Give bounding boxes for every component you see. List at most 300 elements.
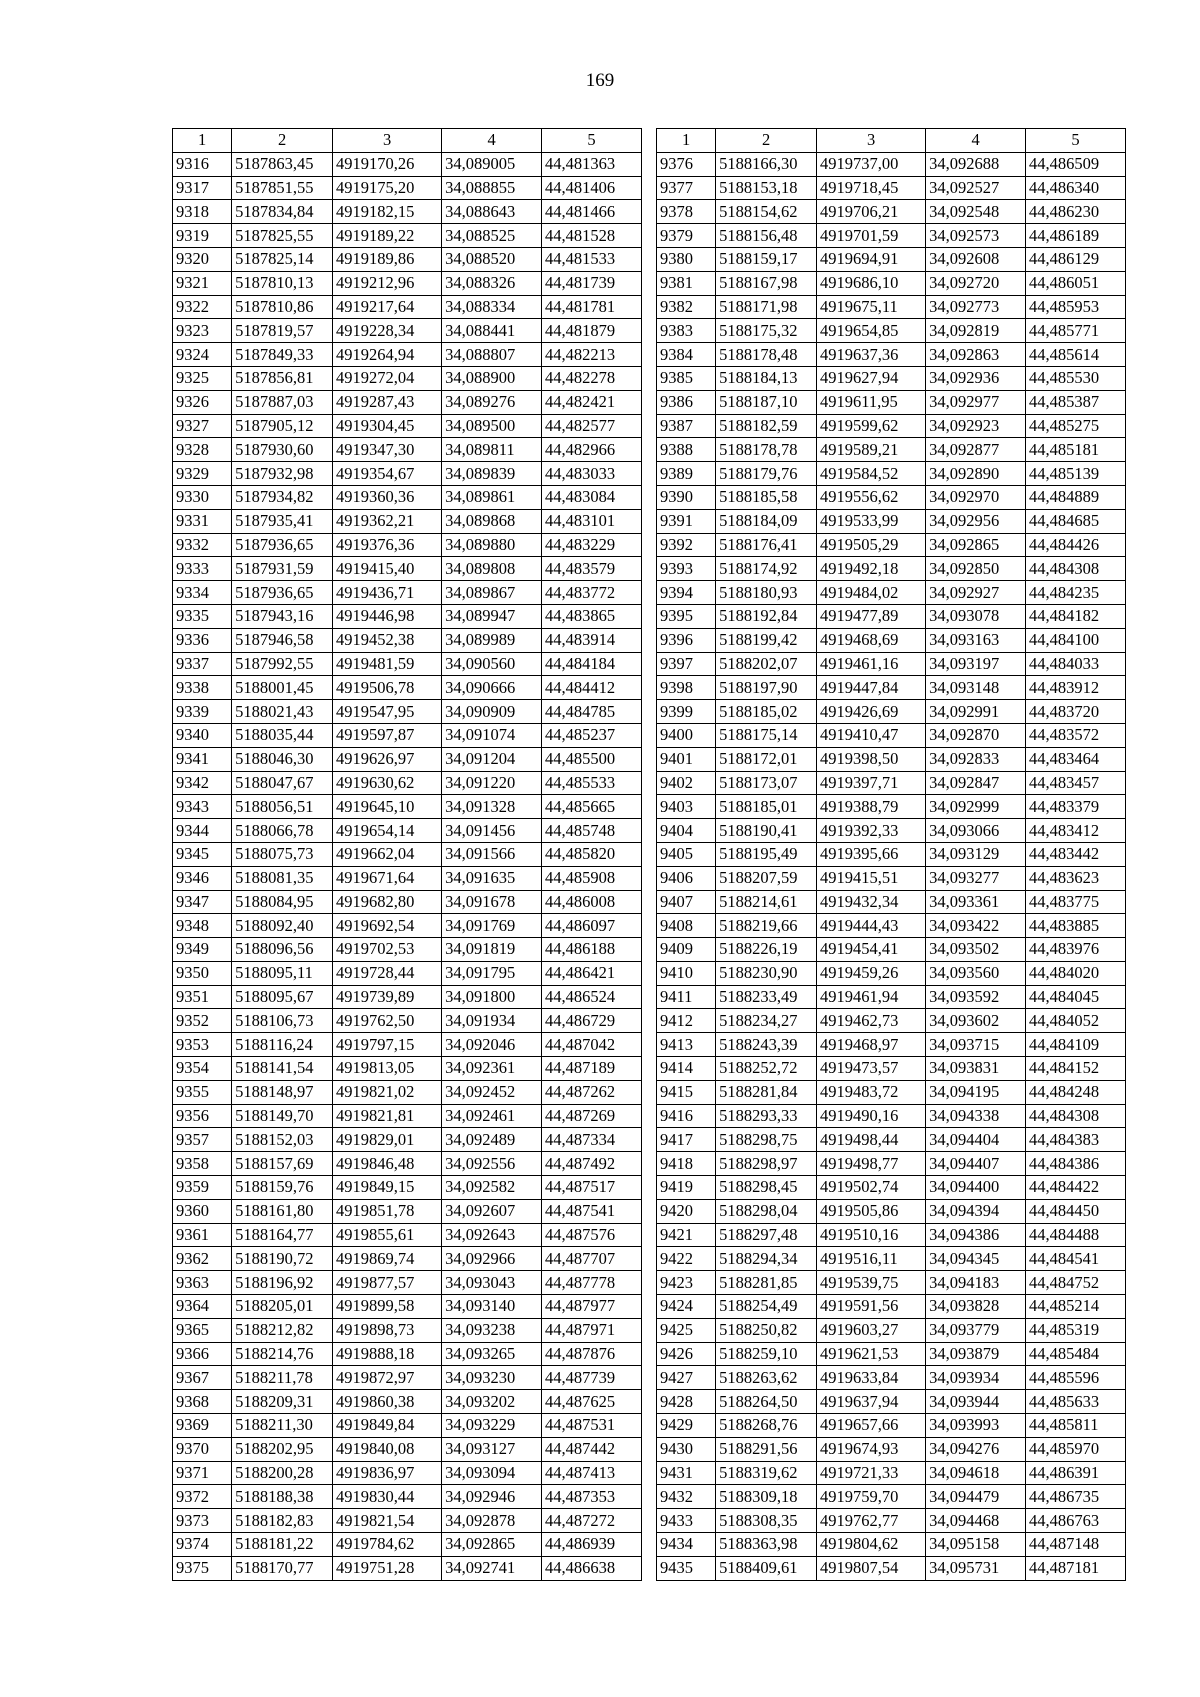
table-cell: 9343 [173,795,232,819]
table-cell: 34,089500 [442,414,542,438]
table-cell: 4919477,89 [817,604,926,628]
table-cell: 9409 [657,938,716,962]
table-row [657,961,1126,985]
table-cell: 5187931,59 [232,557,333,581]
table-cell: 5187863,45 [232,152,333,176]
table-row [173,1366,642,1390]
table-row [657,676,1126,700]
table-cell: 9367 [173,1366,232,1390]
table-cell: 9425 [657,1318,716,1342]
table-cell: 5188211,78 [232,1366,333,1390]
table-cell: 9333 [173,557,232,581]
table-cell: 44,483912 [1026,676,1126,700]
table-cell: 9426 [657,1342,716,1366]
table-cell: 5187849,33 [232,343,333,367]
table-cell: 9317 [173,176,232,200]
table-cell: 9346 [173,866,232,890]
table-cell: 5188298,97 [716,1152,817,1176]
table-cell: 9365 [173,1318,232,1342]
table-row [657,1057,1126,1081]
table-cell: 5188092,40 [232,914,333,938]
table-row [657,247,1126,271]
table-cell: 4919170,26 [333,152,442,176]
table-cell: 4919392,33 [817,819,926,843]
table-cell: 9331 [173,509,232,533]
table-cell: 44,486097 [542,914,642,938]
table-row [657,414,1126,438]
table-row [657,1033,1126,1057]
table-cell: 5188159,76 [232,1176,333,1200]
table-cell: 5188202,95 [232,1437,333,1461]
table-cell: 4919505,86 [817,1199,926,1223]
page-number: 169 [585,70,615,91]
table-row [173,914,642,938]
table-cell: 5187930,60 [232,438,333,462]
table-cell: 5188176,41 [716,533,817,557]
table-cell: 5188184,13 [716,366,817,390]
table-cell: 34,094338 [926,1104,1026,1128]
table-row [657,819,1126,843]
table-cell: 9369 [173,1414,232,1438]
table-cell: 44,485953 [1026,295,1126,319]
table-cell: 44,484412 [542,676,642,700]
table-cell: 4919692,54 [333,914,442,938]
table-cell: 4919354,67 [333,462,442,486]
table-cell: 4919869,74 [333,1247,442,1271]
table-cell: 5188175,32 [716,319,817,343]
table-cell: 4919821,81 [333,1104,442,1128]
table-cell: 44,481406 [542,176,642,200]
table-cell: 34,093230 [442,1366,542,1390]
table-cell: 34,089867 [442,581,542,605]
table-cell: 9418 [657,1152,716,1176]
table-cell: 34,089880 [442,533,542,557]
table-row [173,1247,642,1271]
table-row [657,1556,1126,1580]
table-cell: 44,483442 [1026,842,1126,866]
table-cell: 44,487531 [542,1414,642,1438]
table-cell: 5187935,41 [232,509,333,533]
table-cell: 4919633,84 [817,1366,926,1390]
table-cell: 5188205,01 [232,1295,333,1319]
table-cell: 44,484308 [1026,557,1126,581]
table-cell: 34,089808 [442,557,542,581]
table-cell: 44,486939 [542,1533,642,1557]
table-cell: 9393 [657,557,716,581]
table-cell: 5188250,82 [716,1318,817,1342]
table-cell: 9383 [657,319,716,343]
table-cell: 9316 [173,152,232,176]
table-cell: 34,093197 [926,652,1026,676]
table-cell: 34,092688 [926,152,1026,176]
table-cell: 4919415,40 [333,557,442,581]
table-cell: 4919797,15 [333,1033,442,1057]
table-cell: 9368 [173,1390,232,1414]
table-cell: 4919376,36 [333,533,442,557]
table-cell: 4919751,28 [333,1556,442,1580]
table-cell: 4919484,02 [817,581,926,605]
table-cell: 4919807,54 [817,1556,926,1580]
table-cell: 9416 [657,1104,716,1128]
table-row [173,438,642,462]
table-cell: 34,088855 [442,176,542,200]
table-cell: 5188197,90 [716,676,817,700]
table-row [657,533,1126,557]
table-cell: 44,487413 [542,1461,642,1485]
table-row [657,1152,1126,1176]
table-cell: 4919637,36 [817,343,926,367]
table-cell: 4919459,26 [817,961,926,985]
table-cell: 9431 [657,1461,716,1485]
table-row [657,1414,1126,1438]
table-cell: 5187943,16 [232,604,333,628]
table-cell: 5188106,73 [232,1009,333,1033]
table-cell: 34,093560 [926,961,1026,985]
table-cell: 9355 [173,1080,232,1104]
table-cell: 4919490,16 [817,1104,926,1128]
table-cell: 9328 [173,438,232,462]
table-cell: 9389 [657,462,716,486]
table-row [657,509,1126,533]
table-cell: 9366 [173,1342,232,1366]
table-cell: 9428 [657,1390,716,1414]
table-cell: 5188178,78 [716,438,817,462]
table-row [173,628,642,652]
table-cell: 9375 [173,1556,232,1580]
table-cell: 4919645,10 [333,795,442,819]
table-cell: 9391 [657,509,716,533]
table-cell: 44,487148 [1026,1533,1126,1557]
table-cell: 34,093879 [926,1342,1026,1366]
table-cell: 34,094618 [926,1461,1026,1485]
table-cell: 5187936,65 [232,533,333,557]
table-cell: 5188199,42 [716,628,817,652]
table-row [657,1104,1126,1128]
table-cell: 44,484450 [1026,1199,1126,1223]
table-cell: 9388 [657,438,716,462]
table-cell: 34,092878 [442,1509,542,1533]
table-cell: 4919860,38 [333,1390,442,1414]
table-row [657,604,1126,628]
table-cell: 9387 [657,414,716,438]
table-cell: 5188202,07 [716,652,817,676]
table-cell: 5188166,30 [716,152,817,176]
table-cell: 4919701,59 [817,224,926,248]
table-cell: 44,484383 [1026,1128,1126,1152]
table-cell: 4919728,44 [333,961,442,985]
table-cell: 44,486638 [542,1556,642,1580]
table-cell: 44,485139 [1026,462,1126,486]
table-cell: 9403 [657,795,716,819]
table-row [173,938,642,962]
table-cell: 9358 [173,1152,232,1176]
table-cell: 4919492,18 [817,557,926,581]
table-cell: 44,482421 [542,390,642,414]
table-cell: 34,092865 [926,533,1026,557]
table-cell: 44,486735 [1026,1485,1126,1509]
table-cell: 34,091204 [442,747,542,771]
table-cell: 34,092865 [442,1533,542,1557]
table-cell: 5188214,76 [232,1342,333,1366]
table-cell: 44,484248 [1026,1080,1126,1104]
table-cell: 9434 [657,1533,716,1557]
table-cell: 9417 [657,1128,716,1152]
table-row [657,1199,1126,1223]
table-row [173,224,642,248]
table-cell: 44,485748 [542,819,642,843]
table-cell: 34,093831 [926,1057,1026,1081]
table-cell: 34,092890 [926,462,1026,486]
table-cell: 9325 [173,366,232,390]
table-cell: 44,486509 [1026,152,1126,176]
table-cell: 44,483101 [542,509,642,533]
table-cell: 44,484685 [1026,509,1126,533]
table-cell: 34,092582 [442,1176,542,1200]
table-cell: 5187946,58 [232,628,333,652]
table-cell: 44,487492 [542,1152,642,1176]
table-cell: 44,487707 [542,1247,642,1271]
table-cell: 44,483457 [1026,771,1126,795]
table-row [657,985,1126,1009]
table-cell: 34,092991 [926,700,1026,724]
table-cell: 9349 [173,938,232,962]
table-cell: 9401 [657,747,716,771]
table-row [173,723,642,747]
table-cell: 9378 [657,200,716,224]
table-cell: 34,092956 [926,509,1026,533]
table-cell: 44,483033 [542,462,642,486]
table-cell: 34,091800 [442,985,542,1009]
table-cell: 44,483579 [542,557,642,581]
table-cell: 9363 [173,1271,232,1295]
table-cell: 5188152,03 [232,1128,333,1152]
table-cell: 34,093094 [442,1461,542,1485]
table-cell: 4919759,70 [817,1485,926,1509]
table-cell: 34,088520 [442,247,542,271]
table-cell: 4919432,34 [817,890,926,914]
table-row [173,581,642,605]
table-cell: 4919657,66 [817,1414,926,1438]
table-cell: 9398 [657,676,716,700]
table-row [173,700,642,724]
table-cell: 44,484785 [542,700,642,724]
table-cell: 9337 [173,652,232,676]
table-cell: 4919452,38 [333,628,442,652]
table-cell: 9336 [173,628,232,652]
table-cell: 9432 [657,1485,716,1509]
table-cell: 4919447,84 [817,676,926,700]
table-cell: 34,093140 [442,1295,542,1319]
table-cell: 9420 [657,1199,716,1223]
table-cell: 34,093127 [442,1437,542,1461]
table-cell: 44,487262 [542,1080,642,1104]
table-cell: 4919483,72 [817,1080,926,1104]
table-cell: 34,093592 [926,985,1026,1009]
table-cell: 5188219,66 [716,914,817,938]
table-cell: 5188196,92 [232,1271,333,1295]
table-cell: 5188190,72 [232,1247,333,1271]
table-cell: 4919498,77 [817,1152,926,1176]
table-row [173,1318,642,1342]
table-row [173,485,642,509]
table-cell: 34,091934 [442,1009,542,1033]
table-cell: 5188233,49 [716,985,817,1009]
table-cell: 9408 [657,914,716,938]
table-cell: 9332 [173,533,232,557]
table-row [657,1390,1126,1414]
table-row [657,295,1126,319]
table-cell: 34,094276 [926,1437,1026,1461]
table-cell: 9390 [657,485,716,509]
table-cell: 9352 [173,1009,232,1033]
table-cell: 34,094195 [926,1080,1026,1104]
table-cell: 5188281,84 [716,1080,817,1104]
table-cell: 9324 [173,343,232,367]
table-cell: 44,482213 [542,343,642,367]
table-cell: 4919481,59 [333,652,442,676]
table-cell: 9377 [657,176,716,200]
table-cell: 5187825,14 [232,247,333,271]
table-cell: 44,483865 [542,604,642,628]
table-cell: 34,092819 [926,319,1026,343]
table-cell: 44,481363 [542,152,642,176]
table-cell: 34,089839 [442,462,542,486]
table-cell: 34,089861 [442,485,542,509]
table-cell: 44,483914 [542,628,642,652]
table-row [657,771,1126,795]
table-cell: 44,484100 [1026,628,1126,652]
table-cell: 9354 [173,1057,232,1081]
table-cell: 9427 [657,1366,716,1390]
column-header: 2 [716,129,817,153]
table-row [657,176,1126,200]
table-cell: 4919212,96 [333,271,442,295]
table-cell: 9376 [657,152,716,176]
table-cell: 34,093602 [926,1009,1026,1033]
table-cell: 44,483772 [542,581,642,605]
table-row [173,295,642,319]
table-cell: 34,092970 [926,485,1026,509]
table-cell: 44,485811 [1026,1414,1126,1438]
table-cell: 9364 [173,1295,232,1319]
table-cell: 34,089947 [442,604,542,628]
table-cell: 9338 [173,676,232,700]
table-cell: 44,485596 [1026,1366,1126,1390]
table-cell: 4919454,41 [817,938,926,962]
table-cell: 9372 [173,1485,232,1509]
table-row [173,1176,642,1200]
table-cell: 4919849,84 [333,1414,442,1438]
table-cell: 5188252,72 [716,1057,817,1081]
table-cell: 5188171,98 [716,295,817,319]
table-cell: 5188226,19 [716,938,817,962]
table-cell: 34,093129 [926,842,1026,866]
table-cell: 9404 [657,819,716,843]
table-cell: 34,088643 [442,200,542,224]
table-cell: 44,487778 [542,1271,642,1295]
table-cell: 5188167,98 [716,271,817,295]
table-cell: 34,091074 [442,723,542,747]
table-cell: 4919533,99 [817,509,926,533]
table-cell: 34,092877 [926,438,1026,462]
table-row [173,1057,642,1081]
table-cell: 44,483572 [1026,723,1126,747]
table-header-row [657,129,1126,153]
table-row [173,1009,642,1033]
table-cell: 34,092607 [442,1199,542,1223]
table-cell: 34,088441 [442,319,542,343]
table-cell: 5188148,97 [232,1080,333,1104]
table-cell: 5188172,01 [716,747,817,771]
table-cell: 44,484541 [1026,1247,1126,1271]
table-cell: 5188281,85 [716,1271,817,1295]
table-cell: 9353 [173,1033,232,1057]
table-cell: 34,092361 [442,1057,542,1081]
table-row [173,271,642,295]
table-cell: 5188291,56 [716,1437,817,1461]
table-cell: 4919175,20 [333,176,442,200]
table-row [173,1509,642,1533]
table-cell: 34,091635 [442,866,542,890]
table-cell: 9318 [173,200,232,224]
table-row [657,200,1126,224]
table-row [657,1247,1126,1271]
table-cell: 44,481533 [542,247,642,271]
table-cell: 5188298,45 [716,1176,817,1200]
table-cell: 4919821,54 [333,1509,442,1533]
table-cell: 4919872,97 [333,1366,442,1390]
table-cell: 5188156,48 [716,224,817,248]
table-cell: 44,485530 [1026,366,1126,390]
table-cell: 9319 [173,224,232,248]
table-cell: 5187825,55 [232,224,333,248]
table-row [173,557,642,581]
table-cell: 5188187,10 [716,390,817,414]
table-cell: 4919603,27 [817,1318,926,1342]
table-cell: 9415 [657,1080,716,1104]
table-cell: 44,483623 [1026,866,1126,890]
table-cell: 34,093265 [442,1342,542,1366]
table-cell: 9380 [657,247,716,271]
table-cell: 5188298,75 [716,1128,817,1152]
table-row [173,985,642,1009]
table-cell: 34,089989 [442,628,542,652]
table-row [173,390,642,414]
table-cell: 5188021,43 [232,700,333,724]
table-cell: 9327 [173,414,232,438]
table-row [173,414,642,438]
table-cell: 5188178,48 [716,343,817,367]
table-cell: 44,483976 [1026,938,1126,962]
table-cell: 5188200,28 [232,1461,333,1485]
table-cell: 4919556,62 [817,485,926,509]
table-cell: 44,483379 [1026,795,1126,819]
table-cell: 5188294,34 [716,1247,817,1271]
table-cell: 5188185,02 [716,700,817,724]
table-row [173,1533,642,1557]
table-cell: 44,484488 [1026,1223,1126,1247]
table-row [657,1437,1126,1461]
column-header: 5 [1026,129,1126,153]
table-cell: 34,093361 [926,890,1026,914]
table-cell: 4919706,21 [817,200,926,224]
table-cell: 4919675,11 [817,295,926,319]
table-row [657,462,1126,486]
table-row [657,1342,1126,1366]
table-cell: 34,092741 [442,1556,542,1580]
table-cell: 9351 [173,985,232,1009]
table-cell: 5188096,56 [232,938,333,962]
